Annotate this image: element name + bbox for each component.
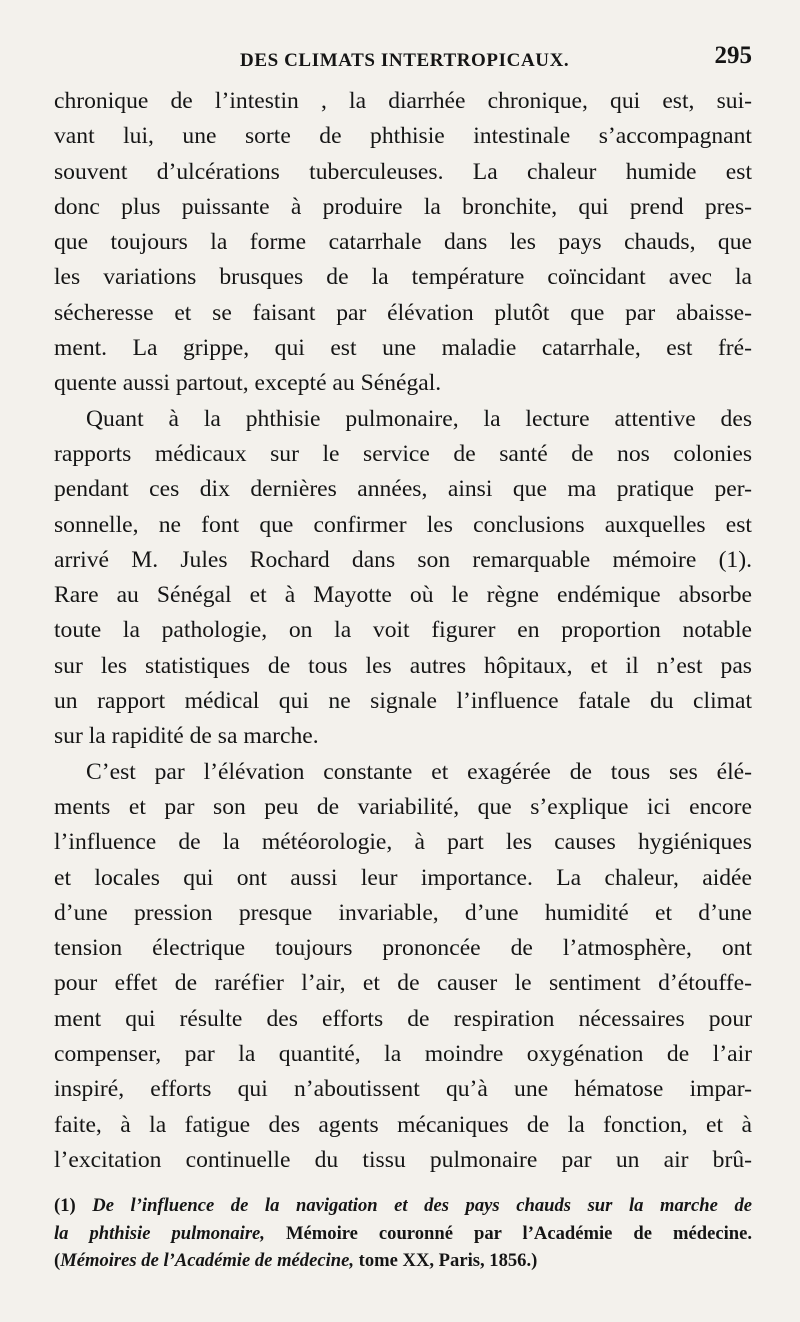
text-line: chronique de l’intestin , la diarrhée chronique, qui est, sui- (54, 88, 752, 114)
text-line: compenser, par la quantité, la moindre oxygénation de l’air (54, 1041, 752, 1068)
text-line: sur les statistiques de tous les autres hôpitaux, et il n’est pas (54, 652, 752, 679)
footnote-title-part: la phthisie pulmonaire, (54, 1222, 265, 1244)
text-line: quente aussi partout, excepté au Sénégal. (54, 370, 442, 397)
text-line: inspiré, efforts qui n’aboutissent qu’à une hématose impar- (54, 1076, 752, 1103)
footnote-title-part: De l’influence de la navigation et des pays chauds sur la marche de (92, 1195, 752, 1217)
text-line: vant lui, une sorte de phthisie intestinale s’accompagnant (54, 123, 752, 150)
footnote-text: tome XX, Paris, 1856.) (358, 1250, 538, 1272)
running-title: DES CLIMATS INTERTROPICAUX. (240, 50, 570, 71)
paragraph-2 (54, 402, 752, 755)
running-head (54, 40, 752, 84)
text-line: les variations brusques de la température coïncidant avec la (54, 264, 752, 291)
text-line: tension électrique toujours prononcée de l’atmosphère, ont (54, 935, 752, 962)
footnote-line (54, 1247, 752, 1275)
text-line: Quant à la phthisie pulmonaire, la lecture attentive des (86, 405, 752, 432)
text-line: ment. La grippe, qui est une maladie catarrhale, est fré- (54, 335, 752, 362)
footnotes (54, 1192, 752, 1275)
text-line: sonnelle, ne font que confirmer les conclusions auxquelles est (54, 511, 752, 538)
text-line: que toujours la forme catarrhale dans les pays chauds, que (54, 229, 752, 256)
text-line: Rare au Sénégal et à Mayotte où le règne endémique absorbe (54, 582, 752, 609)
paragraph-3 (54, 755, 752, 1179)
text-line: l’influence de la météorologie, à part les causes hygiéniques (54, 829, 752, 856)
text-line: l’excitation continuelle du tissu pulmonaire par un air brû- (54, 1146, 752, 1173)
text-line: toute la pathologie, on la voit figurer en proportion notable (54, 617, 752, 644)
footnote-paren: ( (54, 1250, 61, 1272)
text-line: ment qui résulte des efforts de respiration nécessaires pour (54, 1005, 752, 1032)
footnote-text: Mémoire couronné par l’Académie de médecine. (285, 1222, 752, 1244)
text-line: sur la rapidité de sa marche. (54, 723, 319, 750)
paragraph-1 (54, 84, 752, 402)
text-line: pour effet de raréfier l’air, et de causer le sentiment d’étouffe- (54, 970, 752, 997)
footnote-line (54, 1192, 752, 1220)
text-line: ments et par son peu de variabilité, que s’explique ici encore (54, 793, 752, 820)
text-line: faite, à la fatigue des agents mécaniques de la fonction, et à (54, 1111, 752, 1138)
body-text (54, 84, 752, 1178)
text-line: d’une pression presque invariable, d’une humidité et d’une (54, 899, 752, 926)
footnote-marker: (1) (54, 1195, 76, 1217)
text-line: un rapport médical qui ne signale l’influence fatale du climat (54, 688, 752, 715)
text-line: C’est par l’élévation constante et exagérée de tous ses élé- (86, 758, 752, 785)
text-line: rapports médicaux sur le service de santé de nos colonies (54, 440, 752, 467)
text-line: pendant ces dix dernières années, ainsi que ma pratique per- (54, 476, 752, 503)
page-number: 295 (714, 42, 752, 69)
footnote-line (54, 1220, 752, 1248)
footnote-source: Mémoires de l’Académie de médecine, (60, 1250, 354, 1272)
footnote-1 (54, 1192, 752, 1275)
text-line: arrivé M. Jules Rochard dans son remarquable mémoire (1). (54, 546, 752, 573)
text-line: et locales qui ont aussi leur importance. La chaleur, aidée (54, 864, 752, 891)
text-line: sécheresse et se faisant par élévation plutôt que par abaisse- (54, 299, 752, 326)
text-line: donc plus puissante à produire la bronchite, qui prend pres- (54, 193, 752, 220)
text-line: souvent d’ulcérations tuberculeuses. La chaleur humide est (54, 158, 752, 185)
